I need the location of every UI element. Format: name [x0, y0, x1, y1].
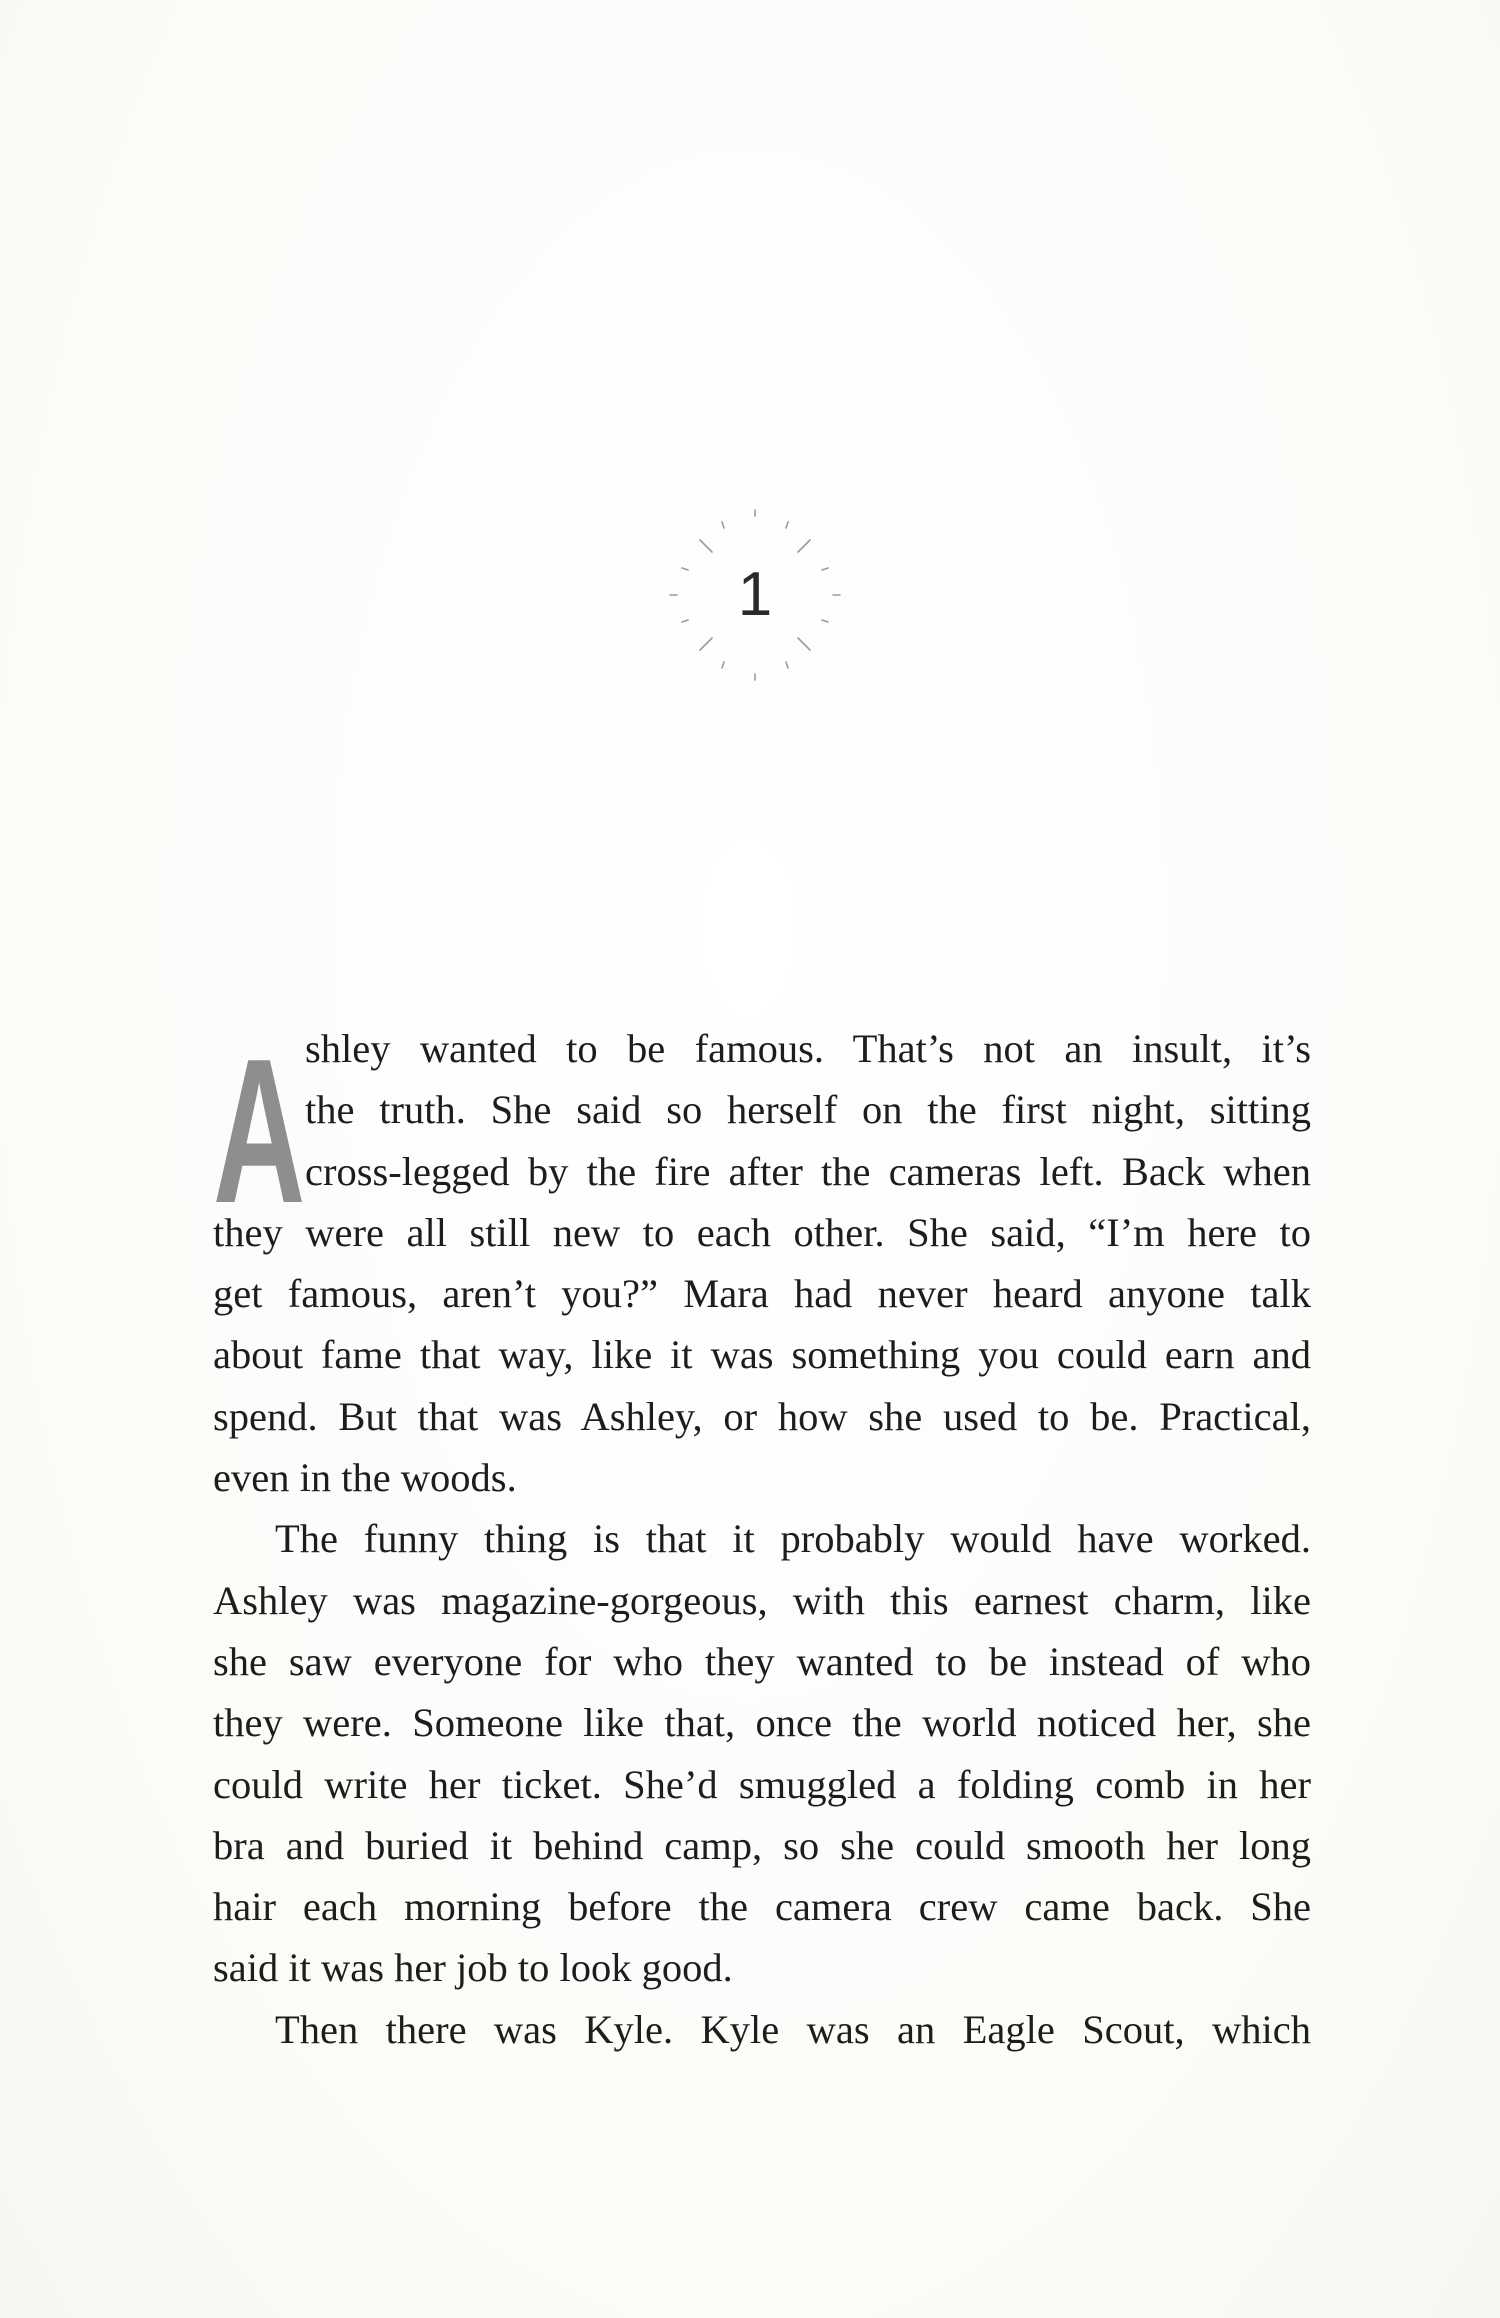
paragraph-2 — [213, 1508, 1311, 1998]
text-line: about fame that way, like it was something you could earn and — [213, 1332, 1311, 1378]
text-line: shley wanted to be famous. That’s not an insult, it’s — [305, 1026, 1311, 1071]
text-line: bra and buried it behind camp, so she could smooth her long — [213, 1822, 1311, 1868]
text-line: she saw everyone for who they wanted to be instead of who — [213, 1638, 1311, 1684]
chapter-heading — [660, 500, 850, 690]
text-line: said it was her job to look good. — [213, 1945, 733, 1991]
paragraph-3 — [213, 1999, 1311, 2060]
text-line: The funny thing is that it probably would have worked. — [275, 1516, 1311, 1562]
text-line: Then there was Kyle. Kyle was an Eagle Scout, which — [275, 2006, 1311, 2052]
text-line: they were. Someone like that, once the world noticed her, she — [213, 1700, 1311, 1746]
drop-cap: A — [213, 1016, 306, 1246]
text-line: spend. But that was Ashley, or how she used to be. Practical, — [213, 1393, 1311, 1439]
text-line: hair each morning before the camera crew came back. She — [213, 1884, 1311, 1930]
paragraph-1 — [213, 1018, 1311, 1508]
text-line: they were all still new to each other. She said, “I’m here to — [213, 1209, 1311, 1255]
text-line: could write her ticket. She’d smuggled a folding comb in her — [213, 1761, 1311, 1807]
text-line: cross-legged by the fire after the cameras left. Back when — [305, 1148, 1311, 1194]
text-line: get famous, aren’t you?” Mara had never heard anyone talk — [213, 1271, 1311, 1317]
chapter-number: 1 — [737, 560, 773, 629]
text-line: the truth. She said so herself on the first night, sitting — [305, 1087, 1311, 1133]
chapter-body — [213, 1018, 1311, 2060]
text-line: even in the woods. — [213, 1455, 517, 1501]
text-line: Ashley was magazine-gorgeous, with this earnest charm, like — [213, 1577, 1311, 1623]
